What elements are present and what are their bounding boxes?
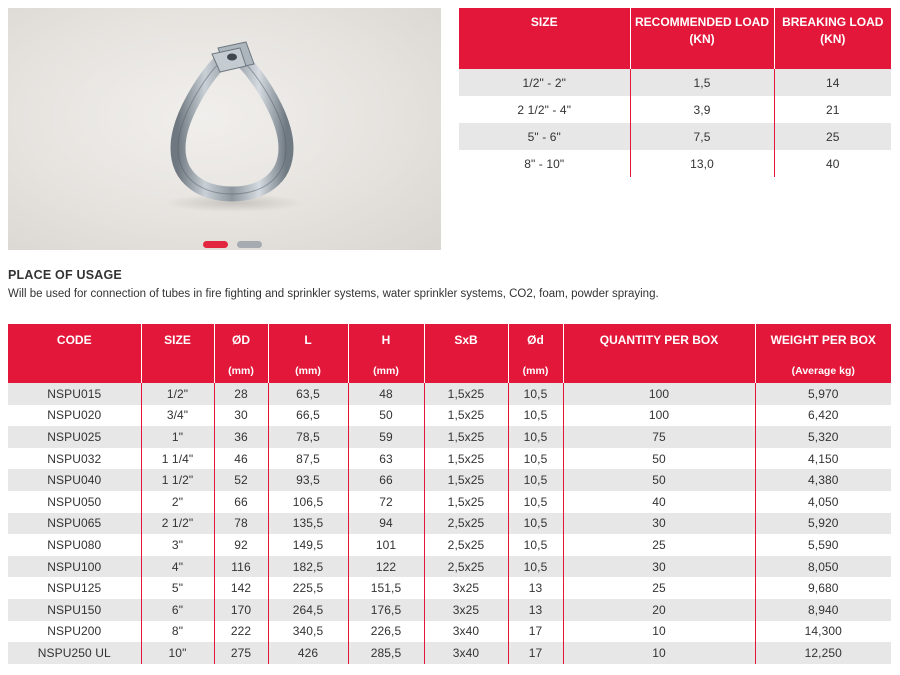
pipe-hanger-image [8,8,441,250]
spec-cell-outer-diameter: 142 [214,577,268,599]
load-header-size: SIZE [459,8,630,69]
table-row [8,599,891,621]
table-row [8,426,891,448]
spec-header-row [8,324,891,357]
spec-subheader-row [8,357,891,383]
table-row [8,491,891,513]
spec-cell-weight: 5,590 [755,534,891,556]
spec-cell-size: 6" [141,599,214,621]
spec-cell-quantity: 30 [563,513,755,535]
spec-cell-outer-diameter: 46 [214,448,268,470]
spec-header-length: L [268,324,348,357]
spec-cell-weight: 8,050 [755,556,891,578]
spec-cell-code: NSPU065 [8,513,141,535]
spec-cell-hole-diameter: 17 [508,621,563,643]
spec-cell-hole-diameter: 10,5 [508,426,563,448]
spec-cell-height: 94 [348,513,424,535]
spec-cell-length: 93,5 [268,469,348,491]
table-row [8,383,891,405]
spec-cell-code: NSPU125 [8,577,141,599]
spec-subheader: (Average kg) [755,357,891,383]
spec-cell-quantity: 40 [563,491,755,513]
spec-cell-weight: 5,920 [755,513,891,535]
spec-cell-height: 151,5 [348,577,424,599]
spec-cell-length: 106,5 [268,491,348,513]
spec-subheader: (mm) [214,357,268,383]
spec-table [8,324,891,664]
spec-cell-weight: 6,420 [755,405,891,427]
spec-cell-hole-diameter: 10,5 [508,383,563,405]
spec-cell-sxb: 3x25 [424,577,508,599]
spec-cell-code: NSPU025 [8,426,141,448]
load-cell-size: 8" - 10" [459,150,630,177]
spec-cell-quantity: 25 [563,577,755,599]
spec-cell-height: 63 [348,448,424,470]
spec-cell-height: 122 [348,556,424,578]
spec-cell-code: NSPU020 [8,405,141,427]
spec-cell-height: 50 [348,405,424,427]
load-cell-recommended: 1,5 [630,69,774,96]
spec-cell-weight: 14,300 [755,621,891,643]
spec-cell-quantity: 10 [563,642,755,664]
load-header-recommended: RECOMMENDED LOAD (KN) [630,8,774,69]
load-cell-size: 5" - 6" [459,123,630,150]
spec-cell-sxb: 2,5x25 [424,556,508,578]
load-header-breaking: BREAKING LOAD (KN) [774,8,891,69]
spec-cell-code: NSPU200 [8,621,141,643]
spec-subheader: (mm) [268,357,348,383]
spec-header-height: H [348,324,424,357]
spec-cell-outer-diameter: 275 [214,642,268,664]
spec-cell-hole-diameter: 10,5 [508,469,563,491]
spec-subheader [424,357,508,383]
spec-cell-size: 4" [141,556,214,578]
spec-subheader: (mm) [508,357,563,383]
spec-cell-weight: 12,250 [755,642,891,664]
load-cell-recommended: 7,5 [630,123,774,150]
spec-cell-outer-diameter: 66 [214,491,268,513]
spec-cell-quantity: 30 [563,556,755,578]
spec-header-size: SIZE [141,324,214,357]
spec-cell-height: 101 [348,534,424,556]
spec-cell-size: 1" [141,426,214,448]
spec-cell-hole-diameter: 10,5 [508,534,563,556]
spec-cell-size: 8" [141,621,214,643]
spec-cell-height: 226,5 [348,621,424,643]
spec-cell-length: 63,5 [268,383,348,405]
load-cell-breaking: 21 [774,96,891,123]
table-row [8,556,891,578]
load-cell-breaking: 14 [774,69,891,96]
spec-cell-length: 66,5 [268,405,348,427]
spec-cell-size: 1 1/2" [141,469,214,491]
spec-cell-size: 1 1/4" [141,448,214,470]
spec-cell-weight: 4,380 [755,469,891,491]
usage-description: Will be used for connection of tubes in fire fighting and sprinkler systems, water sprinkler systems, CO2, foam, powder spraying. [8,288,659,300]
load-cell-recommended: 3,9 [630,96,774,123]
spec-cell-height: 48 [348,383,424,405]
spec-cell-code: NSPU015 [8,383,141,405]
spec-cell-sxb: 2,5x25 [424,534,508,556]
spec-cell-quantity: 100 [563,405,755,427]
load-table [459,8,891,177]
spec-cell-outer-diameter: 36 [214,426,268,448]
spec-cell-code: NSPU250 UL [8,642,141,664]
spec-cell-size: 1/2" [141,383,214,405]
spec-cell-hole-diameter: 10,5 [508,491,563,513]
spec-cell-length: 182,5 [268,556,348,578]
spec-cell-quantity: 75 [563,426,755,448]
spec-cell-quantity: 25 [563,534,755,556]
carousel-dots [203,241,262,248]
spec-header-quantity: QUANTITY PER BOX [563,324,755,357]
spec-cell-length: 340,5 [268,621,348,643]
table-row [8,642,891,664]
spec-header-hole-diameter: Ød [508,324,563,357]
spec-cell-height: 66 [348,469,424,491]
spec-header-outer-diameter: ØD [214,324,268,357]
spec-cell-sxb: 2,5x25 [424,513,508,535]
spec-cell-length: 225,5 [268,577,348,599]
spec-cell-size: 3" [141,534,214,556]
table-row [459,69,891,96]
spec-cell-code: NSPU050 [8,491,141,513]
spec-cell-weight: 5,320 [755,426,891,448]
load-cell-breaking: 40 [774,150,891,177]
spec-cell-quantity: 10 [563,621,755,643]
table-row [459,123,891,150]
spec-cell-length: 264,5 [268,599,348,621]
load-cell-recommended: 13,0 [630,150,774,177]
table-row [8,405,891,427]
table-row [8,621,891,643]
load-cell-breaking: 25 [774,123,891,150]
spec-cell-sxb: 3x25 [424,599,508,621]
spec-cell-quantity: 20 [563,599,755,621]
spec-cell-quantity: 50 [563,448,755,470]
spec-cell-length: 78,5 [268,426,348,448]
spec-cell-code: NSPU040 [8,469,141,491]
spec-cell-size: 3/4" [141,405,214,427]
spec-cell-quantity: 100 [563,383,755,405]
load-cell-size: 1/2" - 2" [459,69,630,96]
spec-cell-hole-diameter: 10,5 [508,405,563,427]
spec-cell-height: 72 [348,491,424,513]
table-row [8,534,891,556]
spec-cell-length: 87,5 [268,448,348,470]
spec-cell-weight: 9,680 [755,577,891,599]
spec-cell-hole-diameter: 17 [508,642,563,664]
spec-cell-height: 59 [348,426,424,448]
spec-cell-outer-diameter: 30 [214,405,268,427]
load-cell-size: 2 1/2" - 4" [459,96,630,123]
spec-cell-weight: 5,970 [755,383,891,405]
spec-cell-sxb: 3x40 [424,642,508,664]
spec-cell-hole-diameter: 10,5 [508,556,563,578]
table-row [8,577,891,599]
spec-cell-weight: 4,050 [755,491,891,513]
spec-cell-length: 426 [268,642,348,664]
spec-cell-hole-diameter: 13 [508,599,563,621]
spec-header-weight: WEIGHT PER BOX [755,324,891,357]
spec-cell-size: 5" [141,577,214,599]
product-image-panel [8,8,441,250]
usage-title: PLACE OF USAGE [8,268,122,282]
spec-cell-outer-diameter: 52 [214,469,268,491]
spec-cell-code: NSPU080 [8,534,141,556]
spec-cell-code: NSPU150 [8,599,141,621]
spec-subheader [141,357,214,383]
spec-cell-sxb: 1,5x25 [424,383,508,405]
spec-cell-outer-diameter: 170 [214,599,268,621]
table-row [8,513,891,535]
spec-cell-sxb: 1,5x25 [424,426,508,448]
spec-cell-outer-diameter: 116 [214,556,268,578]
carousel-dot-1[interactable] [203,241,228,248]
spec-cell-size: 2" [141,491,214,513]
spec-cell-size: 2 1/2" [141,513,214,535]
spec-cell-hole-diameter: 10,5 [508,448,563,470]
spec-cell-sxb: 1,5x25 [424,405,508,427]
table-row [459,96,891,123]
spec-cell-sxb: 1,5x25 [424,491,508,513]
spec-cell-code: NSPU100 [8,556,141,578]
table-row [8,448,891,470]
spec-cell-length: 135,5 [268,513,348,535]
spec-cell-size: 10" [141,642,214,664]
spec-header-code: CODE [8,324,141,357]
spec-cell-outer-diameter: 92 [214,534,268,556]
spec-cell-height: 285,5 [348,642,424,664]
carousel-dot-2[interactable] [237,241,262,248]
spec-cell-outer-diameter: 78 [214,513,268,535]
spec-cell-sxb: 3x40 [424,621,508,643]
table-row [8,469,891,491]
spec-cell-outer-diameter: 222 [214,621,268,643]
spec-subheader [8,357,141,383]
spec-subheader [563,357,755,383]
table-row [459,150,891,177]
spec-cell-hole-diameter: 10,5 [508,513,563,535]
spec-cell-sxb: 1,5x25 [424,469,508,491]
spec-cell-height: 176,5 [348,599,424,621]
spec-cell-outer-diameter: 28 [214,383,268,405]
spec-cell-quantity: 50 [563,469,755,491]
spec-cell-weight: 8,940 [755,599,891,621]
spec-header-sxb: SxB [424,324,508,357]
spec-subheader: (mm) [348,357,424,383]
spec-cell-weight: 4,150 [755,448,891,470]
spec-cell-code: NSPU032 [8,448,141,470]
spec-cell-hole-diameter: 13 [508,577,563,599]
spec-cell-length: 149,5 [268,534,348,556]
spec-cell-sxb: 1,5x25 [424,448,508,470]
